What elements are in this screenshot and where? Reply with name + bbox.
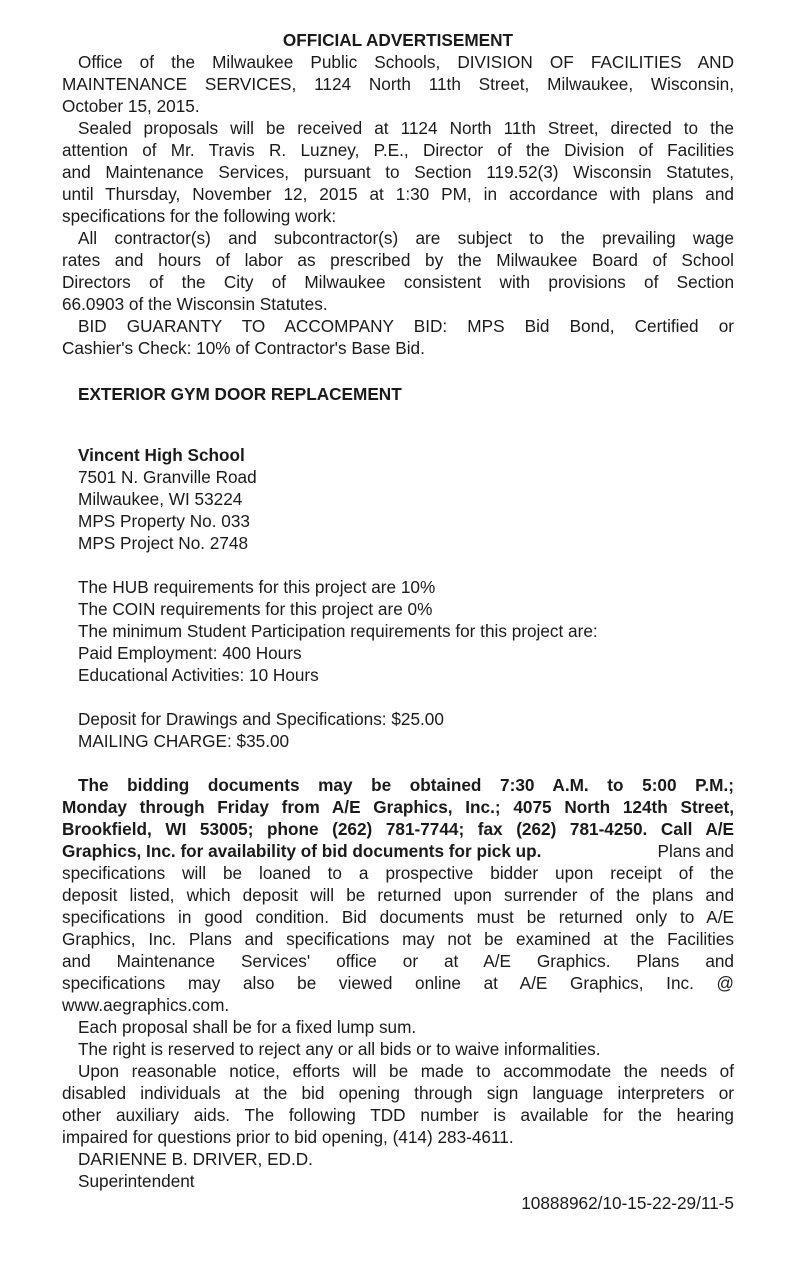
signature-name: DARIENNE B. DRIVER, ED.D. — [78, 1149, 313, 1169]
guaranty-line: BID GUARANTY TO ACCOMPANY BID: MPS Bid Bond, Certified or — [78, 316, 734, 336]
intro-line: October 15, 2015. — [62, 96, 200, 116]
bidding-line: Monday through Friday from A/E Graphics, Inc.; 4075 North 124th Street, — [62, 797, 734, 817]
educational-activities: Educational Activities: 10 Hours — [78, 665, 319, 685]
bidding-line: deposit listed, which deposit will be returned upon surrender of the plans and — [62, 885, 734, 905]
bidding-line — [62, 840, 734, 862]
guaranty-line: Cashier's Check: 10% of Contractor's Base Bid. — [62, 338, 425, 358]
student-requirement: The minimum Student Participation requirements for this project are: — [78, 621, 598, 641]
bidding-rest-text: Plans and — [657, 841, 734, 861]
project-title: EXTERIOR GYM DOOR REPLACEMENT — [78, 384, 402, 404]
accommodation-line: Upon reasonable notice, efforts will be made to accommodate the needs of — [78, 1061, 734, 1081]
sealed-line: specifications for the following work: — [62, 206, 337, 226]
intro-line: Office of the Milwaukee Public Schools, DIVISION OF FACILITIES AND — [78, 52, 734, 72]
contractors-line: 66.0903 of the Wisconsin Statutes. — [62, 294, 328, 314]
intro-line: MAINTENANCE SERVICES, 1124 North 11th Street, Milwaukee, Wisconsin, — [62, 74, 734, 94]
bidding-line: specifications in good condition. Bid documents must be returned only to A/E — [62, 907, 734, 927]
right-reserved-note: The right is reserved to reject any or all bids or to waive informalities. — [78, 1039, 601, 1059]
contractors-line: rates and hours of labor as prescribed by the Milwaukee Board of School — [62, 250, 734, 270]
hub-requirement: The HUB requirements for this project are 10% — [78, 577, 436, 597]
ad-title: OFFICIAL ADVERTISEMENT — [282, 30, 514, 50]
bidding-line: specifications will be loaned to a prospective bidder upon receipt of the — [62, 863, 734, 883]
accommodation-line: disabled individuals at the bid opening through sign language interpreters or — [62, 1083, 734, 1103]
deposit-fee: Deposit for Drawings and Specifications: $25.00 — [78, 709, 444, 729]
coin-requirement: The COIN requirements for this project are 0% — [78, 599, 433, 619]
paid-employment: Paid Employment: 400 Hours — [78, 643, 302, 663]
school-city: Milwaukee, WI 53224 — [78, 489, 243, 509]
project-number: MPS Project No. 2748 — [78, 533, 249, 553]
reference-code: 10888962/10-15-22-29/11-5 — [521, 1193, 734, 1213]
signature-title: Superintendent — [78, 1171, 195, 1191]
bidding-line: The bidding documents may be obtained 7:30 A.M. to 5:00 P.M.; — [78, 775, 734, 795]
website-link: www.aegraphics.com. — [62, 995, 230, 1015]
bidding-line: and Maintenance Services' office or at A/E Graphics. Plans and — [62, 951, 734, 971]
bidding-line: Graphics, Inc. Plans and specifications may not be examined at the Facilities — [62, 929, 734, 949]
bidding-bold-text: Graphics, Inc. for availability of bid documents for pick up. — [62, 841, 542, 861]
sealed-line: attention of Mr. Travis R. Luzney, P.E., Director of the Division of Facilities — [62, 140, 734, 160]
lump-sum-note: Each proposal shall be for a fixed lump sum. — [78, 1017, 417, 1037]
property-number: MPS Property No. 033 — [78, 511, 250, 531]
sealed-line: and Maintenance Services, pursuant to Section 119.52(3) Wisconsin Statutes, — [62, 162, 734, 182]
accommodation-line: other auxiliary aids. The following TDD number is available for the hearing — [62, 1105, 734, 1125]
contractors-line: Directors of the City of Milwaukee consistent with provisions of Section — [62, 272, 734, 292]
sealed-line: Sealed proposals will be received at 1124 North 11th Street, directed to the — [78, 118, 734, 138]
school-name: Vincent High School — [78, 445, 245, 465]
accommodation-line: impaired for questions prior to bid opening, (414) 283-4611. — [62, 1127, 514, 1147]
bidding-line: Brookfield, WI 53005; phone (262) 781-7744; fax (262) 781-4250. Call A/E — [62, 819, 734, 839]
contractors-line: All contractor(s) and subcontractor(s) are subject to the prevailing wage — [78, 228, 734, 248]
sealed-line: until Thursday, November 12, 2015 at 1:30 PM, in accordance with plans and — [62, 184, 734, 204]
bidding-line: specifications may also be viewed online at A/E Graphics, Inc. @ — [62, 973, 734, 993]
school-street: 7501 N. Granville Road — [78, 467, 257, 487]
mailing-charge: MAILING CHARGE: $35.00 — [78, 731, 290, 751]
